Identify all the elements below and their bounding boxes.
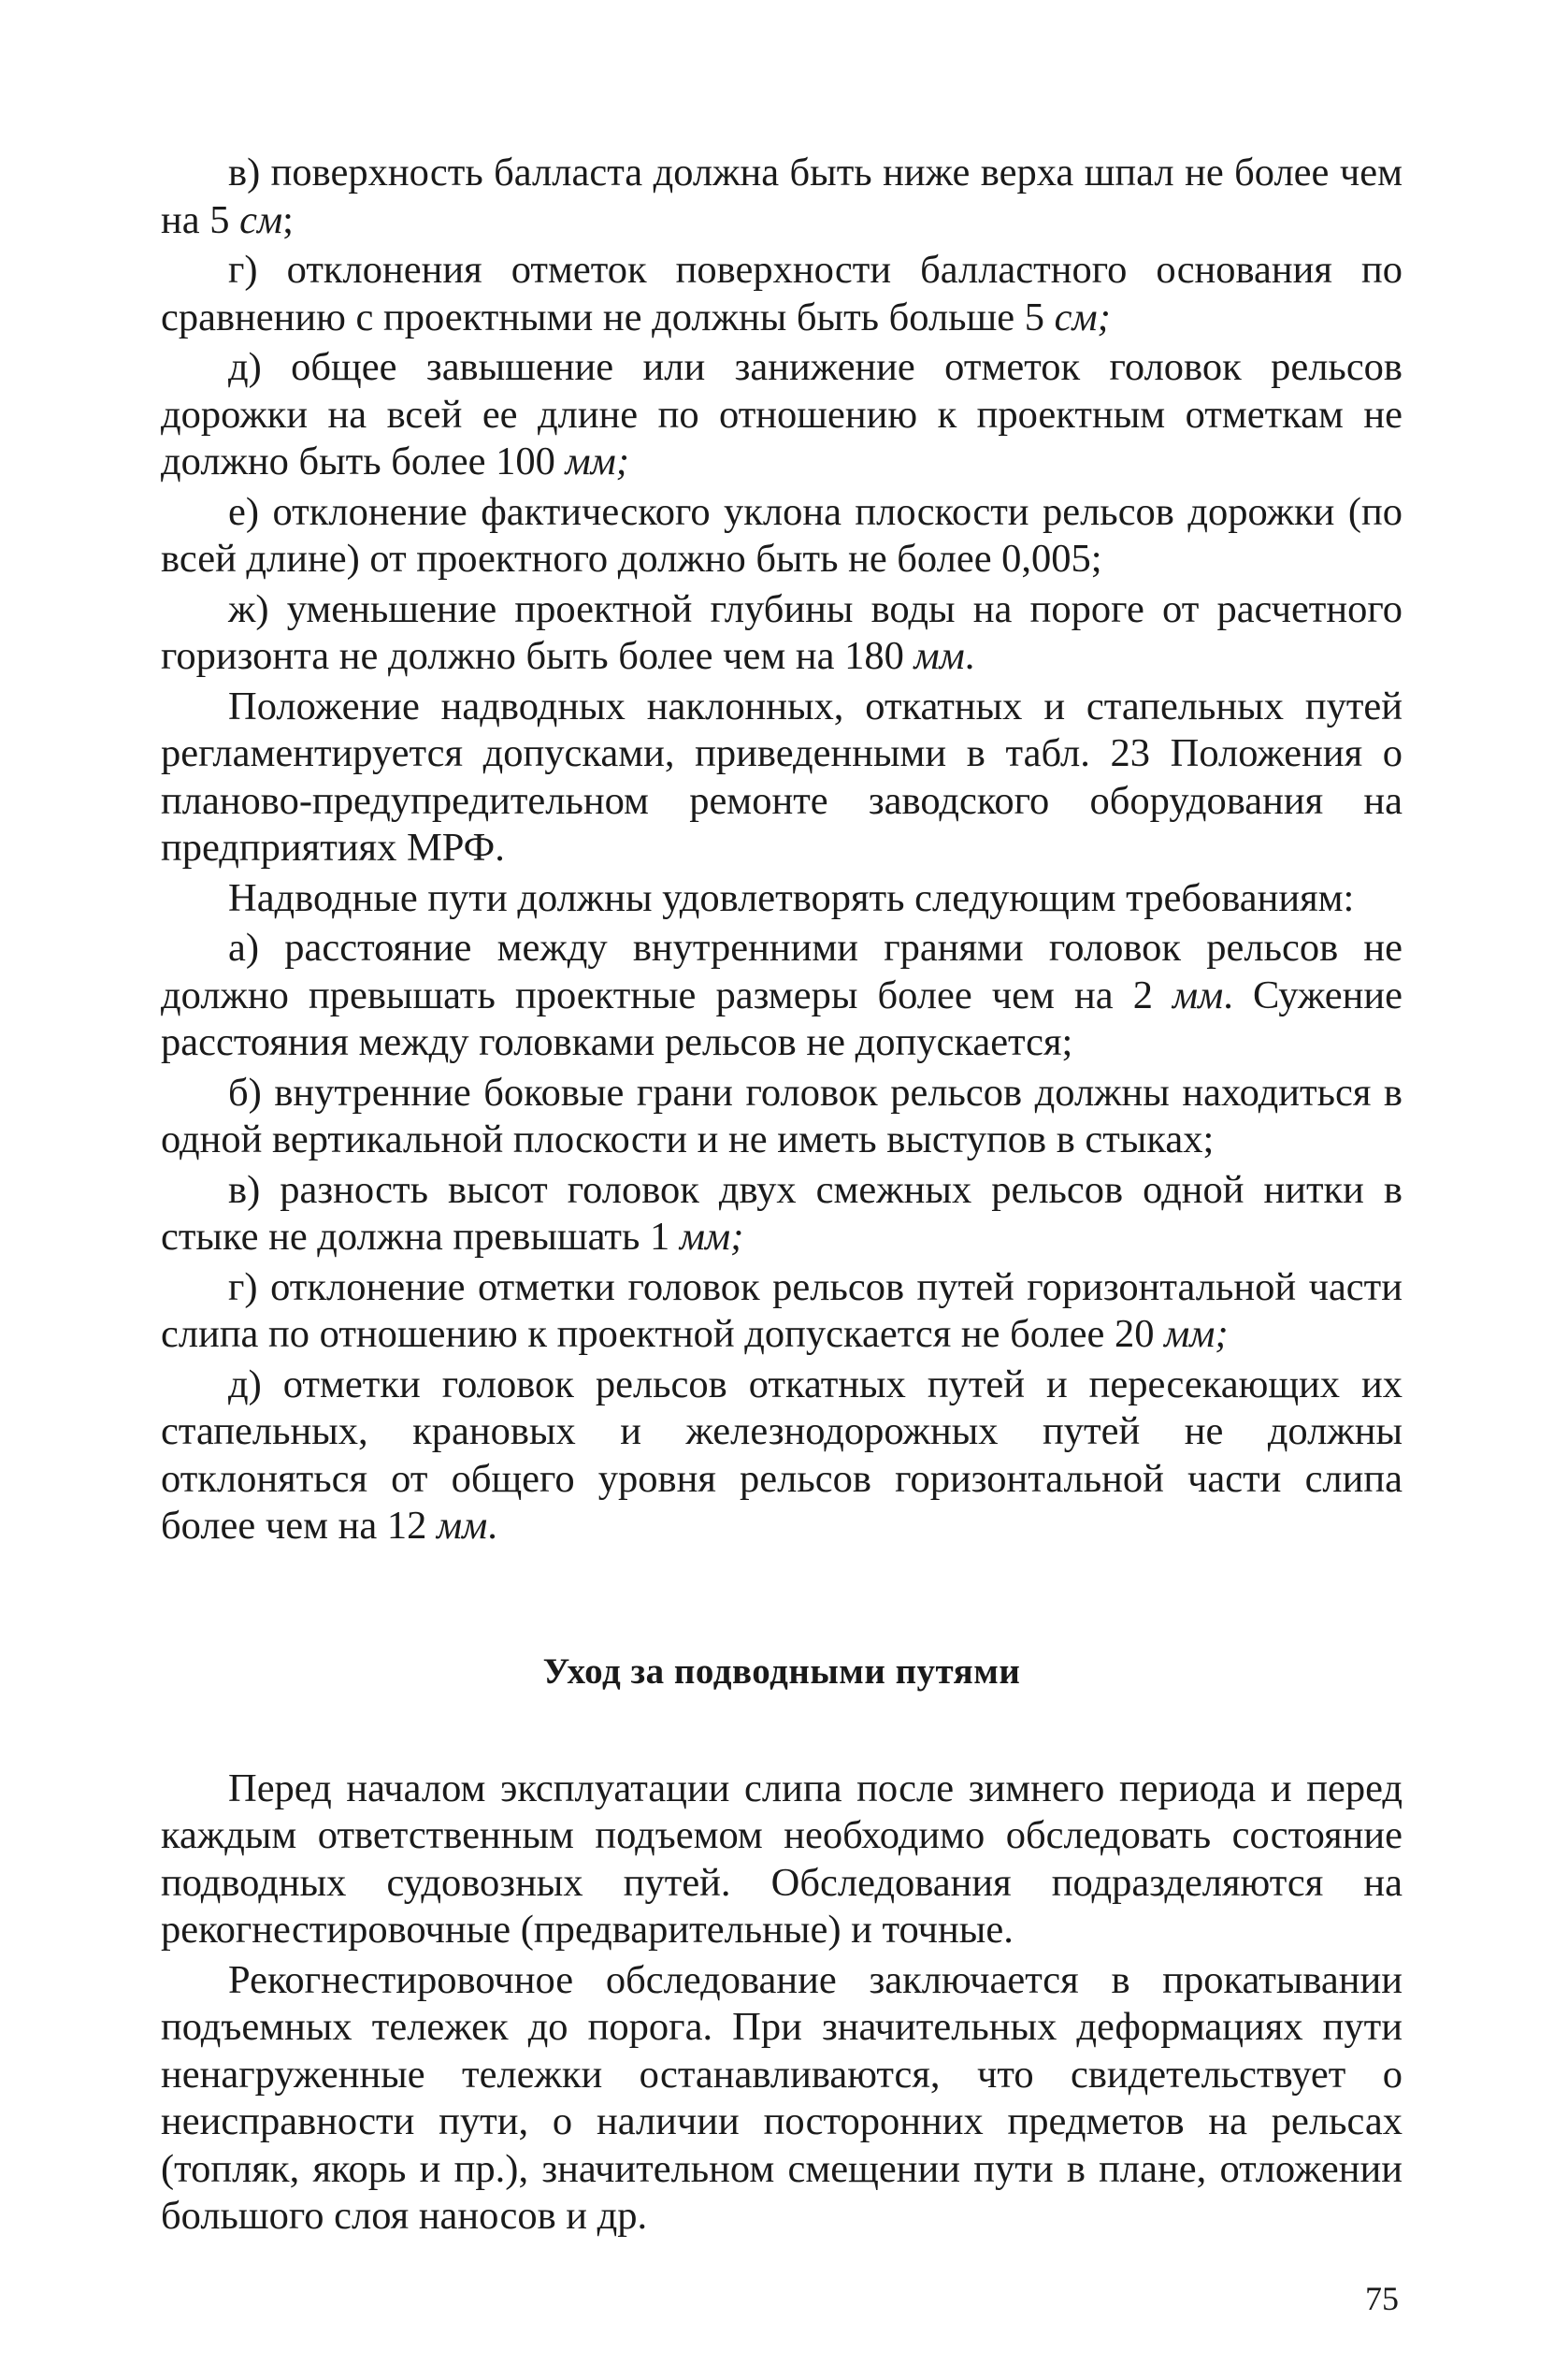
paragraph-surface-tracks-requirements: Надводные пути должны удовлетворять следующим требованиям: — [228, 875, 1355, 920]
requirements-section — [161, 150, 1403, 1550]
paragraph-surface-tracks-regulation: Положение надводных наклонных, откатных и стапельных путей регламентируется допусками, приведенными в табл. 23 Положения о планово-предупредительном ремонте заводского оборудования на предприятиях МРФ. — [161, 684, 1403, 870]
paragraph-slope-deviation: е) отклонение фактического уклона плоскости рельсов дорожки (по всей длине) от проектного должно быть не более 0,005; — [161, 489, 1403, 581]
paragraph-water-depth: ж) уменьшение проектной глубины воды на пороге от расчетного горизонта не должно быть более чем на 180 мм. — [161, 586, 1403, 678]
underwater-tracks-section — [161, 1766, 1403, 2241]
page-number: 75 — [1365, 2280, 1399, 2317]
paragraph-joint-height: в) разность высот головок двух смежных рельсов одной нитки в стыке не должна превышать 1 мм; — [161, 1167, 1403, 1259]
paragraph-ballast-surface: в) поверхность балласта должна быть ниже верха шпал не более чем на 5 см; — [161, 151, 1403, 242]
paragraph-inspection-intro: Перед началом эксплуатации слипа после зимнего периода и перед каждым ответственным подъемом необходимо обследовать состояние подводных судовозных путей. Обследования подразделяются на рекогнестировочные (предварительные) и точные. — [161, 1766, 1403, 1952]
paragraph-ballast-deviation: г) отклонения отметок поверхности балластного основания по сравнению с проектными не должны быть больше 5 см; — [161, 248, 1403, 339]
paragraph-rail-heads-elevation: д) общее завышение или занижение отметок головок рельсов дорожки на всей ее длине по отношению к проектным отметкам не должно быть более 100 мм; — [161, 345, 1403, 483]
paragraph-side-faces: б) внутренние боковые грани головок рельсов должны находиться в одной вертикальной плоскости и не иметь выступов в стыках; — [161, 1070, 1403, 1161]
paragraph-gauge-distance: а) расстояние между внутренними гранями головок рельсов не должно превышать проектные размеры более чем на 2 мм. Сужение расстояния между головками рельсов не допускается; — [161, 926, 1403, 1064]
page-content — [161, 150, 1403, 2241]
paragraph-reconnaissance-inspection: Рекогнестировочное обследование заключается в прокатывании подъемных тележек до порога. При значительных деформациях пути ненагруженные тележки останавливаются, что свидетельствует о неисправности пути, о наличии посторонних предметов на рельсах (топляк, якорь и пр.), значительном смещении пути в плане, отложении большого слоя наносов и др. — [161, 1957, 1403, 2238]
paragraph-horizontal-part-deviation: г) отклонение отметки головок рельсов путей горизонтальной части слипа по отношению к проектной допускается не более 20 мм; — [161, 1264, 1403, 1356]
paragraph-transfer-tracks-level: д) отметки головок рельсов откатных путей и пересекающих их стапельных, крановых и железнодорожных путей не должны отклоняться от общего уровня рельсов горизонтальной части слипа более чем на 12 мм. — [161, 1362, 1403, 1548]
section-heading: Уход за подводными путями — [542, 1650, 1021, 1692]
